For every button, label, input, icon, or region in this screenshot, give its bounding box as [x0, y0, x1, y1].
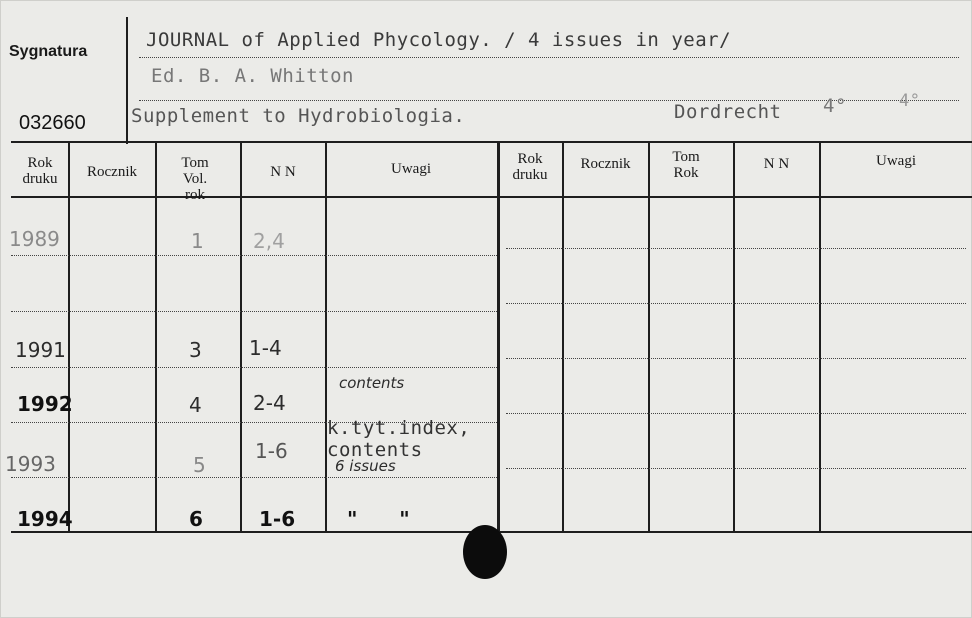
entry-volume: 4 — [189, 393, 202, 417]
col-header-rok-druku-2: Rok druku — [512, 151, 548, 183]
row-rule — [506, 248, 966, 249]
entry-year: 1991 — [15, 338, 66, 362]
entry-notes: contents — [339, 374, 405, 392]
entry-notes: " " — [347, 507, 410, 531]
entry-year: 1989 — [9, 227, 60, 251]
col-header-nn: N N — [270, 164, 296, 180]
col-header-rocznik-2: Rocznik — [580, 156, 631, 172]
journal-title: JOURNAL of Applied Phycology. / 4 issues in year/ — [146, 29, 732, 51]
col-rule-4 — [325, 143, 327, 533]
row-rule — [11, 255, 497, 256]
col-rule-7 — [648, 143, 650, 533]
row-rule — [506, 413, 966, 414]
title-rule — [139, 57, 959, 58]
punch-hole — [463, 525, 507, 579]
col-header-rocznik: Rocznik — [87, 164, 137, 180]
col-header-tom-rok: Tom Vol. rok — [181, 155, 209, 203]
row-rule — [11, 477, 497, 478]
header-divider — [126, 17, 128, 144]
entry-issues: 1-6 — [255, 439, 288, 463]
col-rule-6 — [562, 143, 564, 533]
row-rule — [506, 303, 966, 304]
entry-year: 1992 — [17, 392, 73, 416]
publication-place: Dordrecht — [674, 101, 782, 123]
col-header-uwagi: Uwagi — [391, 161, 431, 177]
col-rule-3 — [240, 143, 242, 533]
entry-volume: 6 — [189, 507, 203, 531]
row-rule — [506, 468, 966, 469]
sygnatura-label: Sygnatura — [9, 43, 88, 60]
col-rule-8 — [733, 143, 735, 533]
call-number: 032660 — [19, 112, 86, 134]
col-header-tom-rok-2: Tom Rok — [672, 149, 700, 181]
entry-year: 1994 — [17, 507, 73, 531]
col-header-nn-2: N N — [763, 156, 790, 172]
format-mark-2: 4° — [899, 91, 921, 111]
entry-volume: 5 — [193, 453, 206, 477]
entry-volume: 1 — [191, 229, 204, 253]
entry-volume: 3 — [189, 338, 202, 362]
col-header-uwagi-2: Uwagi — [876, 153, 916, 169]
entry-issues: 1-6 — [259, 507, 296, 531]
row-rule — [11, 367, 497, 368]
col-header-rok-druku: Rok druku — [22, 155, 58, 187]
col-rule-5 — [497, 143, 500, 533]
col-rule-1 — [68, 143, 70, 533]
entry-issues: 2,4 — [253, 229, 285, 253]
row-rule — [506, 358, 966, 359]
entry-notes: k.tyt.index, contents — [327, 417, 471, 461]
format-mark: 4° — [823, 95, 847, 117]
entry-issues: 1-4 — [249, 336, 282, 360]
editor-line: Ed. B. A. Whitton — [151, 65, 354, 87]
entry-issues: 2-4 — [253, 391, 286, 415]
row-rule — [11, 311, 497, 312]
supplement-line: Supplement to Hydrobiologia. — [131, 105, 466, 127]
col-rule-9 — [819, 143, 821, 533]
col-rule-2 — [155, 143, 157, 533]
entry-notes-extra: 6 issues — [335, 457, 396, 475]
entry-year: 1993 — [5, 452, 56, 476]
